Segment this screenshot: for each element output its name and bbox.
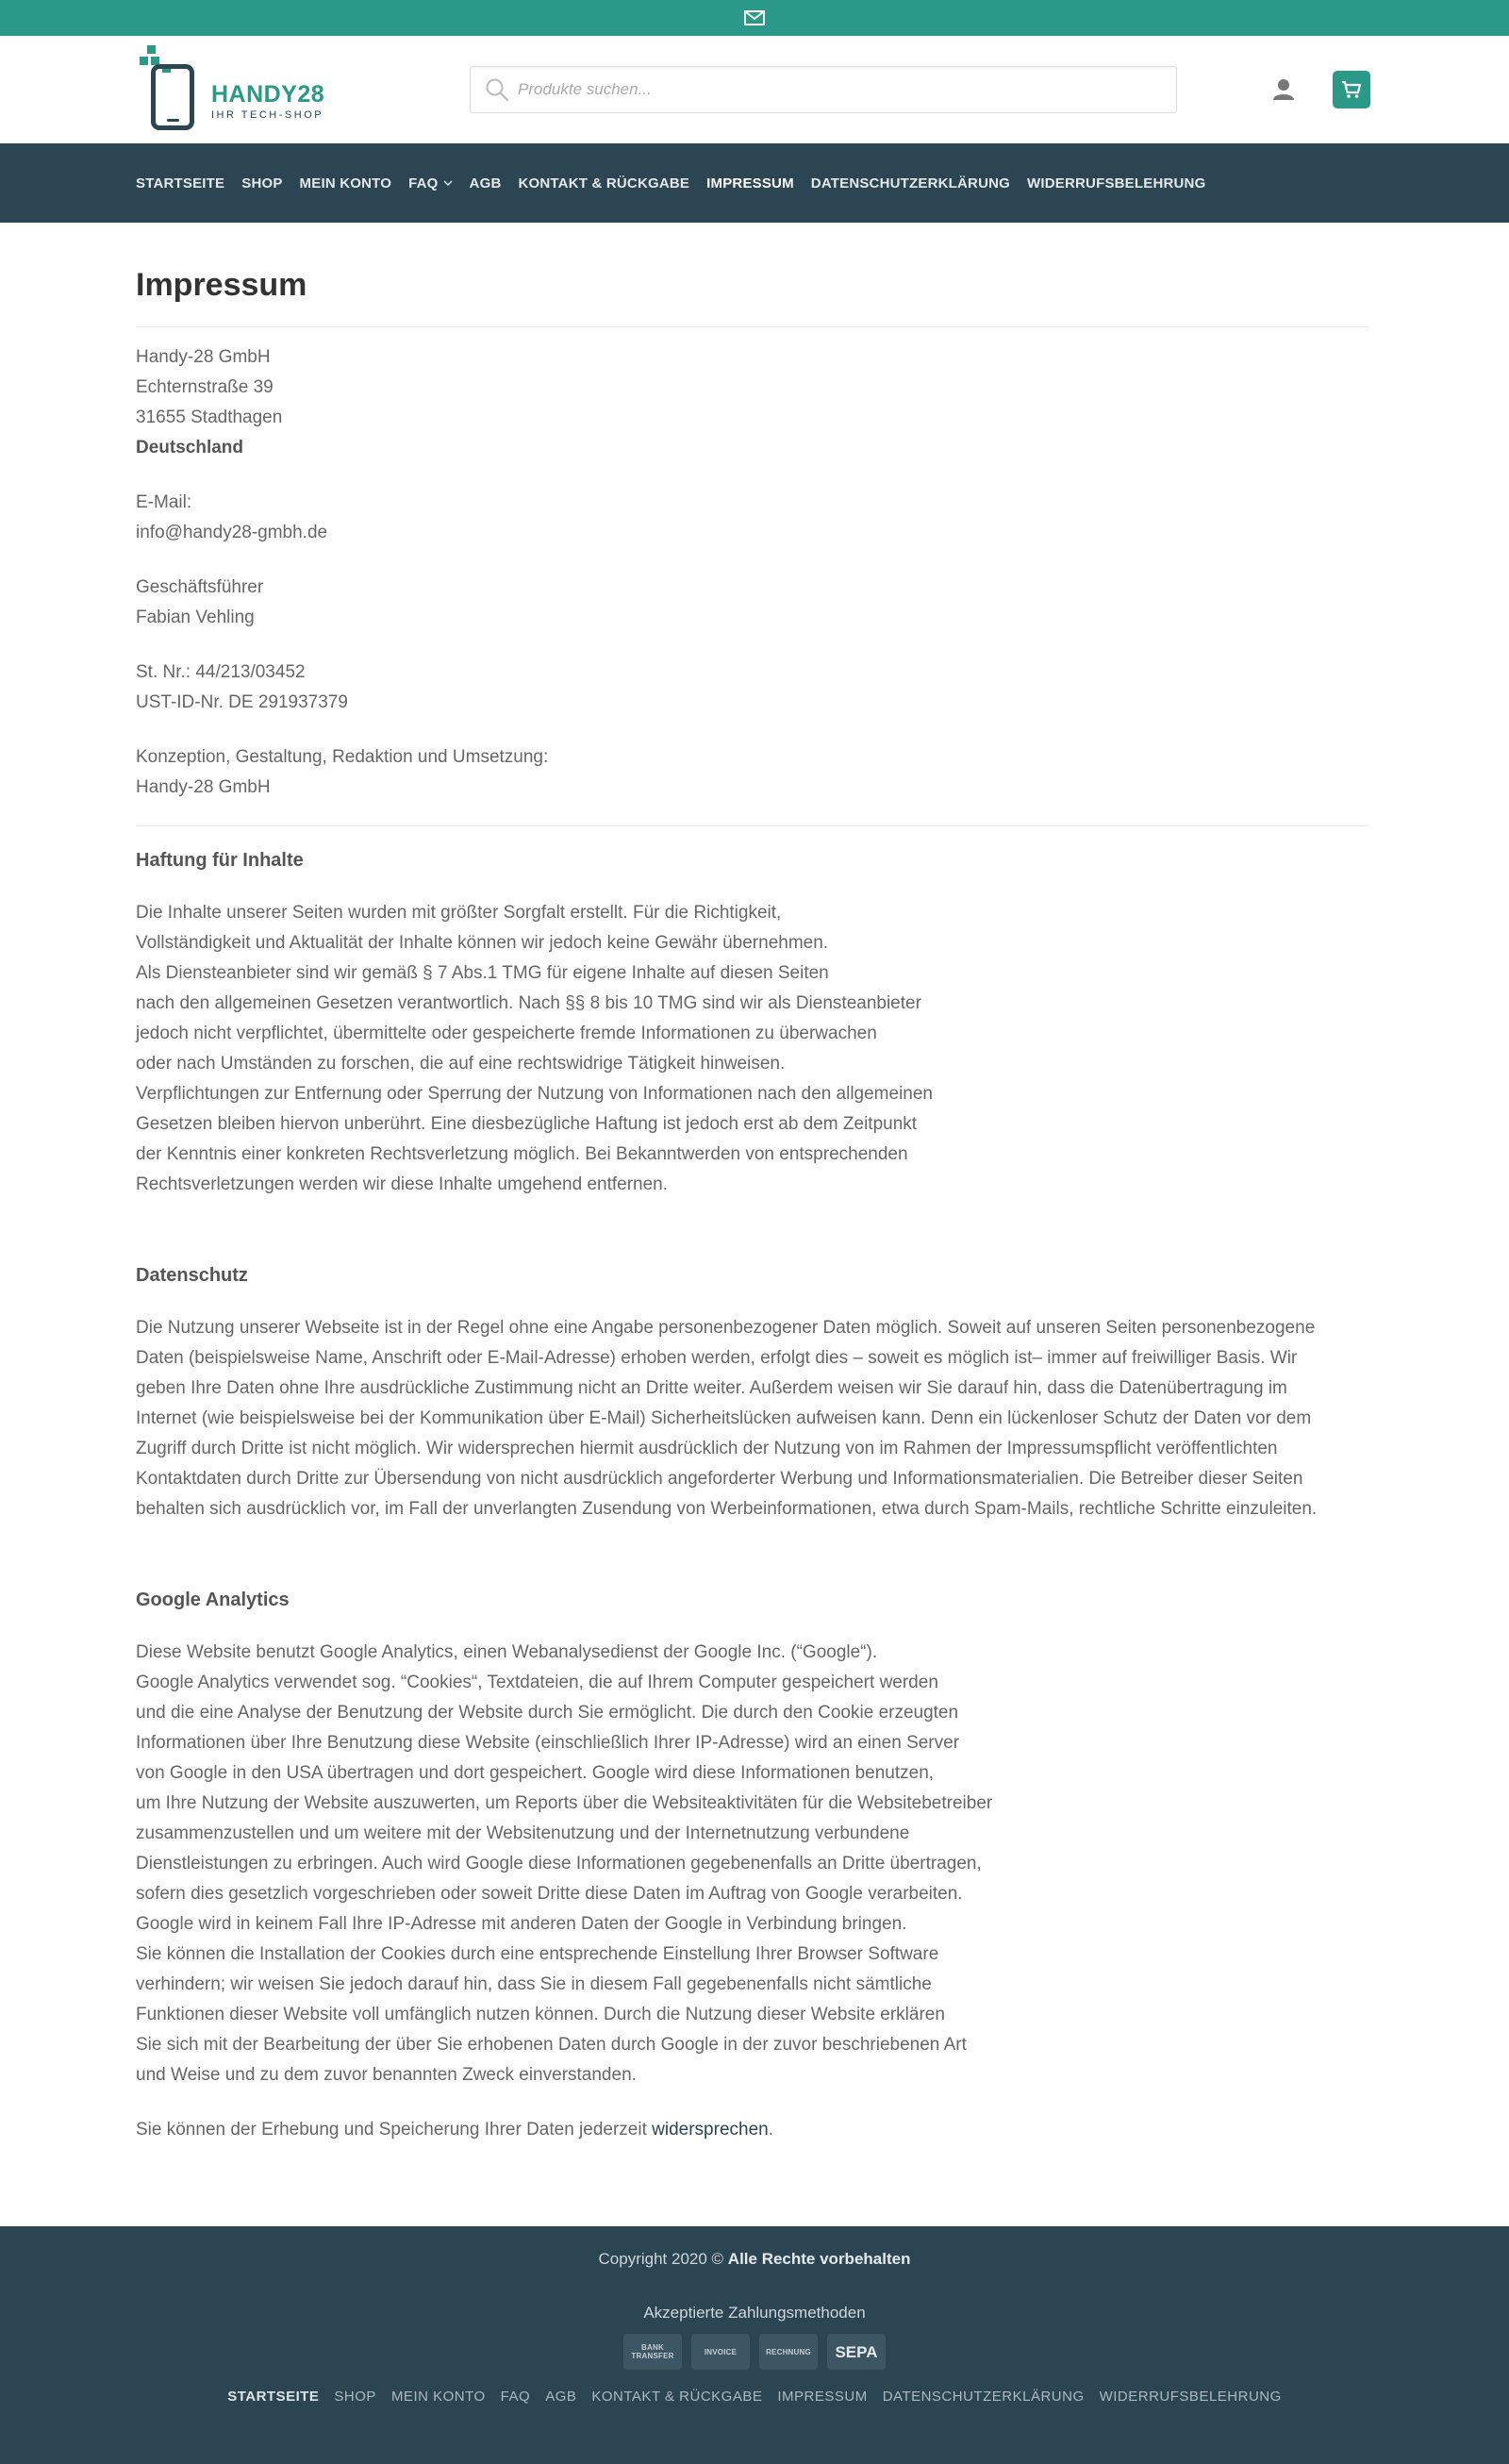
payment-bank-transfer-icon: BANK TRANSFER (623, 2334, 682, 2370)
product-search (470, 66, 1177, 113)
concept-value: Handy-28 GmbH (136, 777, 271, 797)
footer-nav-widerruf[interactable]: WIDERRUFSBELEHRUNG (1099, 2389, 1282, 2405)
top-bar (0, 0, 1509, 36)
payment-invoice-icon: INVOICE (691, 2334, 750, 2370)
privacy-heading: Datenschutz (136, 1265, 248, 1286)
main-navigation (0, 143, 1509, 223)
footer-nav-datenschutz[interactable]: DATENSCHUTZERKLÄRUNG (882, 2389, 1085, 2405)
copyright-rights: Alle Rechte vorbehalten (727, 2250, 911, 2268)
analytics-text: Diese Website benutzt Google Analytics, einen Webanalysedienst der Google Inc. (“Google“). Google Analytics verwendet sog. “Cookies“, Textdateien, die auf Ihrem Computer gespeichert werden und die eine Analyse der Benutzung der Website durch Sie ermöglicht. Die durch den Cookie erzeugten Informationen über Ihre Benutzung diese Website (einschließlich Ihrer IP-Adresse) wird an einen Server von Google in den USA übertragen und dort gespeichert. Google wird diese Informationen benutzen, um Ihre Nutzung der Website auszuwerten, um Reports über die Websiteaktivitäten für die Websitebetreiber zusammenzustellen und um weitere mit der Websitenutzung und der Internetnutzung verbundene Dienstleistungen zu erbringen. Auch wird Google diese Informationen gegebenenfalls an Dritte übertragen, sofern dies gesetzlich vorgeschrieben oder soweit Dritte diese Daten im Auftrag von Google verarbeiten. Google wird in keinem Fall Ihre IP-Adresse mit anderen Daten der Google in Verbindung bringen. Sie können die Installation der Cookies durch eine entsprechende Einstellung Ihrer Browser Software verhindern; wir weisen Sie jedoch darauf hin, dass Sie in diesem Fall gegebenenfalls nicht sämtliche Funktionen dieser Website voll umfänglich nutzen können. Durch die Nutzung dieser Website erklären Sie sich mit der Bearbeitung der über Sie erhobenen Daten durch Google in der zuvor beschriebenen Art und Weise und zu dem zuvor benannten Zweck einverstanden. (136, 1642, 993, 2085)
optout-text: Sie können der Erhebung und Speicherung Ihrer Daten jederzeit (136, 2120, 653, 2139)
analytics-heading: Google Analytics (136, 1590, 290, 1610)
optout-link[interactable]: widersprechen (652, 2120, 769, 2139)
cart-icon (1341, 80, 1362, 99)
vat-id: UST-ID-Nr. DE 291937379 (136, 692, 348, 712)
ceo-label: Geschäftsführer (136, 577, 264, 597)
contact-block (136, 488, 1369, 548)
logo-phone-icon (136, 45, 202, 132)
logo-name: HANDY28 (211, 81, 325, 108)
footer-nav-kontakt[interactable]: KONTAKT & RÜCKGABE (591, 2389, 763, 2405)
footer-nav-faq[interactable]: FAQ (500, 2389, 531, 2405)
title-divider (136, 326, 1369, 327)
ceo-name: Fabian Vehling (136, 608, 255, 627)
search-icon[interactable] (484, 76, 510, 103)
nav-item-kontakt[interactable]: KONTAKT & RÜCKGABE (518, 175, 690, 191)
site-footer (0, 2226, 1509, 2464)
footer-nav-startseite[interactable]: STARTSEITE (227, 2389, 320, 2405)
payment-methods (0, 2334, 1509, 2370)
cart-button[interactable] (1333, 71, 1370, 108)
tax-block (136, 658, 1369, 718)
payment-rechnung-icon: RECHNUNG (759, 2334, 818, 2370)
footer-navigation (0, 2389, 1509, 2405)
page-content (0, 264, 1509, 2145)
copyright-prefix: Copyright 2020 © (598, 2250, 728, 2268)
concept-label: Konzeption, Gestaltung, Redaktion und Umsetzung: (136, 747, 549, 767)
footer-nav-shop[interactable]: SHOP (334, 2389, 376, 2405)
company-address (136, 342, 1369, 463)
nav-item-shop[interactable]: SHOP (241, 175, 283, 191)
email-label: E-Mail: (136, 492, 192, 512)
logo-tagline: IHR TECH-SHOP (211, 109, 324, 121)
nav-item-mein-konto[interactable]: MEIN KONTO (299, 175, 392, 191)
nav-item-startseite[interactable]: STARTSEITE (136, 175, 225, 191)
mail-icon[interactable] (744, 10, 765, 25)
nav-item-agb[interactable]: AGB (469, 175, 502, 191)
footer-nav-impressum[interactable]: IMPRESSUM (777, 2389, 868, 2405)
liability-heading: Haftung für Inhalte (136, 850, 304, 871)
payment-label: Akzeptierte Zahlungsmethoden (643, 2304, 866, 2322)
footer-nav-mein-konto[interactable]: MEIN KONTO (390, 2389, 486, 2405)
nav-item-widerruf[interactable]: WIDERRUFSBELEHRUNG (1027, 175, 1206, 191)
ceo-block (136, 573, 1369, 633)
search-input[interactable] (518, 68, 1176, 111)
section-divider (136, 825, 1369, 826)
chevron-down-icon (443, 180, 453, 187)
optout-paragraph (136, 2115, 1369, 2145)
tax-number: St. Nr.: 44/213/03452 (136, 662, 306, 682)
concept-block (136, 742, 1369, 803)
optout-end: . (768, 2120, 773, 2139)
footer-nav-agb[interactable]: AGB (545, 2389, 577, 2405)
liability-text: Die Inhalte unserer Seiten wurden mit größter Sorgfalt erstellt. Für die Richtigkeit, Vollständigkeit und Aktualität der Inhalte können wir jedoch keine Gewähr übernehmen. Als Diensteanbieter sind wir gemäß § 7 Abs.1 TMG für eigene Inhalte auf diesen Seiten nach den allgemeinen Gesetzen verantwortlich. Nach §§ 8 bis 10 TMG sind wir als Diensteanbieter jedoch nicht verpflichtet, übermittelte oder gespeicherte fremde Informationen zu überwachen oder nach Umständen zu forschen, die auf eine rechtswidrige Tätigkeit hinweisen. Verpflichtungen zur Entfernung oder Sperrung der Nutzung von Informationen nach den allgemeinen Gesetzen bleiben hiervon unberührt. Eine diesbezügliche Haftung ist jedoch erst ab dem Zeitpunkt der Kenntnis einer konkreten Rechtsverletzung möglich. Bei Bekanntwerden von entsprechenden Rechtsverletzungen werden wir diese Inhalte umgehend entfernen. (136, 903, 933, 1194)
address-line: Echternstraße 39 (136, 377, 274, 397)
email-value[interactable]: info@handy28-gmbh.de (136, 523, 328, 542)
user-icon[interactable] (1271, 77, 1296, 102)
address-country: Deutschland (136, 438, 244, 458)
copyright (0, 2249, 1509, 2270)
nav-item-datenschutz[interactable]: DATENSCHUTZERKLÄRUNG (810, 175, 1011, 191)
privacy-text: Die Nutzung unserer Webseite ist in der Regel ohne eine Angabe personenbezogener Daten möglich. Soweit auf unseren Seiten personenbezogene Daten (beispielsweise Name, Anschrift oder E-Mail-Adresse) erhoben werden, erfolgt dies – soweit es möglich ist– immer auf freiwilliger Basis. Wir geben Ihre Daten ohne Ihre ausdrückliche Zustimmung nicht an Dritte weiter. Außerdem weisen wir Sie darauf hin, dass die Datenübertragung im Internet (wie beispielsweise bei der Kommunikation über E-Mail) Sicherheitslücken aufweisen kann. Denn ein lückenloser Schutz der Daten vor dem Zugriff durch Dritte ist nicht möglich. Wir widersprechen hiermit ausdrücklich der Nutzung von im Rahmen der Impressumspflicht veröffentlichten Kontaktdaten durch Dritte zur Übersendung von nicht ausdrücklich angeforderter Werbung und Informationsmaterialien. Die Betreiber dieser Seiten behalten sich ausdrücklich vor, im Fall der unverlangten Zusendung von Werbeinformationen, etwa durch Spam-Mails, rechtliche Schritte einzuleiten. (136, 1318, 1318, 1519)
payment-sepa-icon: SEPA (827, 2334, 886, 2370)
nav-item-faq[interactable] (408, 175, 452, 191)
address-line: 31655 Stadthagen (136, 408, 283, 427)
page-title: Impressum (136, 267, 307, 303)
site-logo[interactable] (136, 45, 343, 132)
site-header (0, 36, 1509, 143)
address-line: Handy-28 GmbH (136, 347, 271, 367)
nav-item-impressum[interactable]: IMPRESSUM (706, 175, 794, 191)
nav-item-faq-label: FAQ (408, 175, 439, 191)
